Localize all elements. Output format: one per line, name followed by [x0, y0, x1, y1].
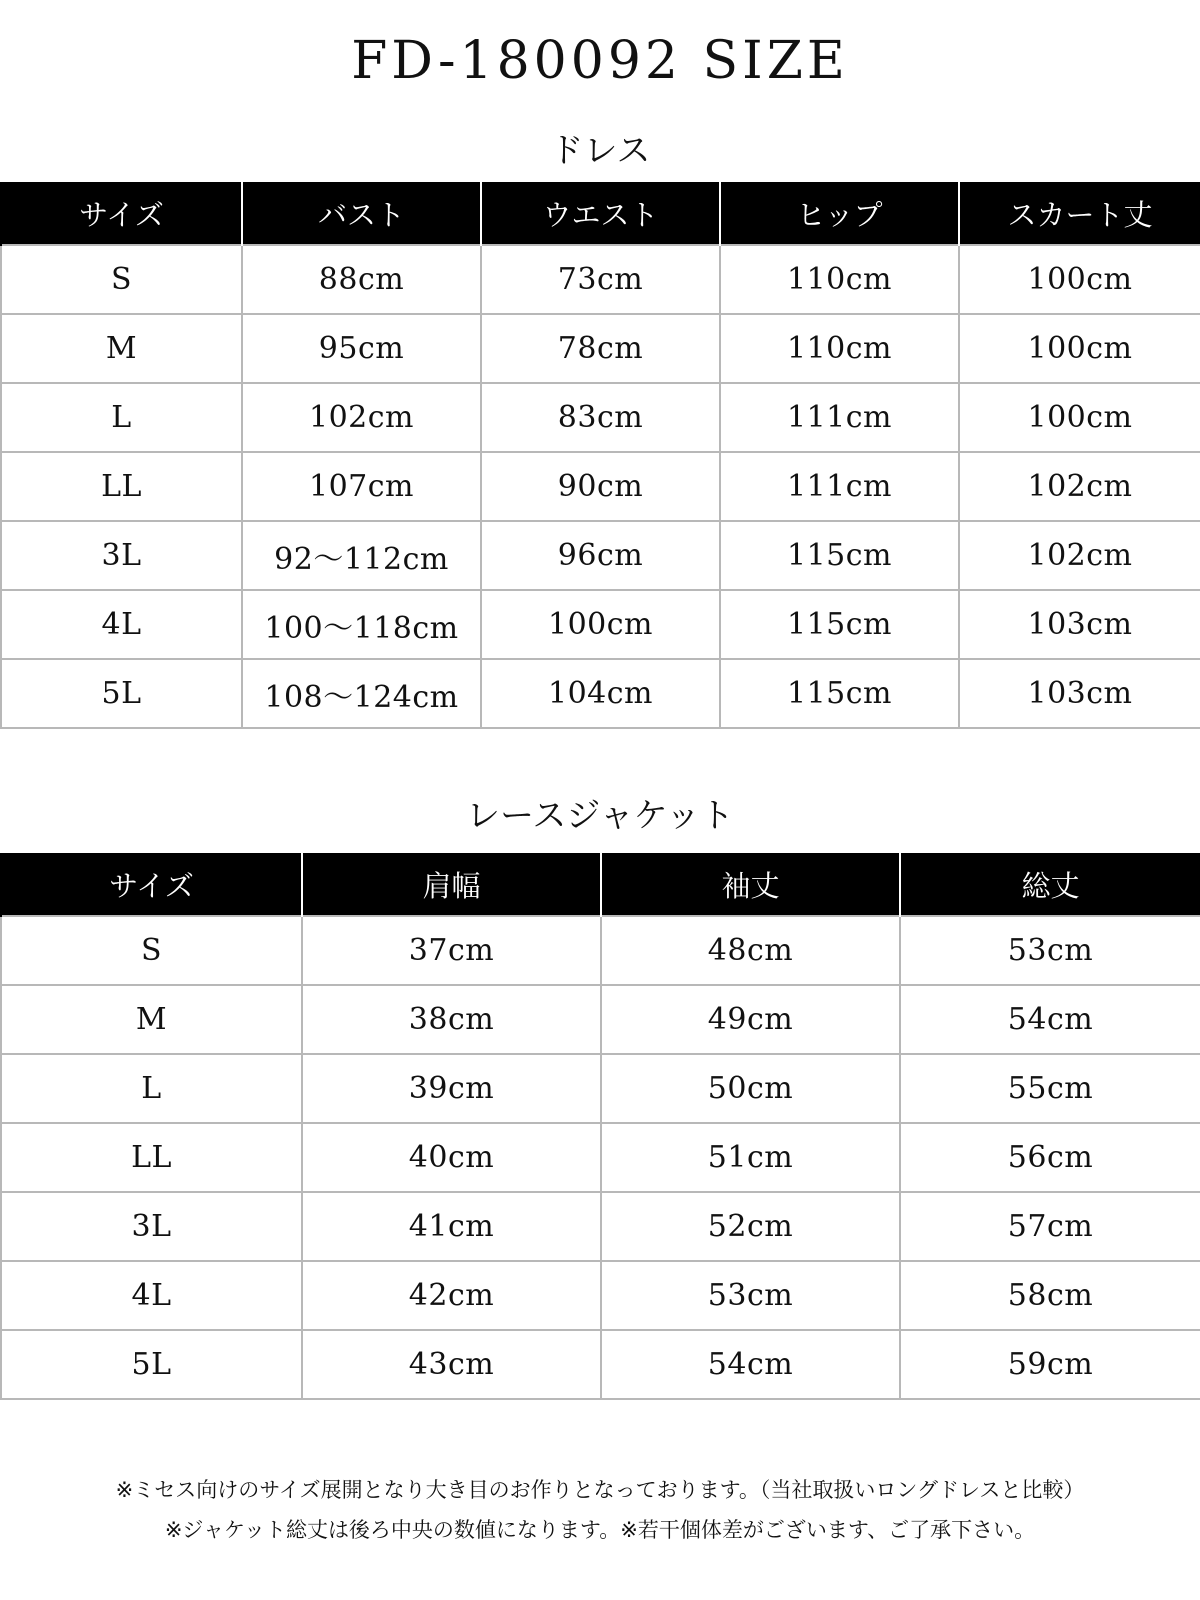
- table-cell: 50cm: [601, 1054, 900, 1123]
- table-header-row: [1, 182, 1200, 245]
- table-cell: 40cm: [302, 1123, 601, 1192]
- notes: [0, 1470, 1200, 1550]
- table-cell: S: [1, 245, 242, 314]
- table-row: [1, 1123, 1200, 1192]
- table-cell: 78cm: [481, 314, 720, 383]
- table-cell: 102cm: [242, 383, 481, 452]
- table-cell: 110cm: [720, 245, 959, 314]
- table-cell: 110cm: [720, 314, 959, 383]
- table-cell: 100cm: [959, 245, 1200, 314]
- table-cell: 58cm: [900, 1261, 1200, 1330]
- table-cell: 100cm: [959, 314, 1200, 383]
- table-cell: L: [1, 383, 242, 452]
- table-cell: 100〜118cm: [242, 590, 481, 659]
- table-cell: 4L: [1, 1261, 302, 1330]
- table-cell: 54cm: [900, 985, 1200, 1054]
- table-cell: 3L: [1, 521, 242, 590]
- table-cell: 37cm: [302, 916, 601, 985]
- table-cell: 100cm: [481, 590, 720, 659]
- table-cell: 111cm: [720, 383, 959, 452]
- table-cell: S: [1, 916, 302, 985]
- page-title: FD-180092 SIZE: [351, 31, 849, 91]
- table-cell: 3L: [1, 1192, 302, 1261]
- table-cell: 90cm: [481, 452, 720, 521]
- table-row: [1, 521, 1200, 590]
- table-row: [1, 452, 1200, 521]
- table-cell: 107cm: [242, 452, 481, 521]
- table-cell: 103cm: [959, 590, 1200, 659]
- table-cell: 5L: [1, 1330, 302, 1399]
- table-row: [1, 659, 1200, 728]
- header-size: サイズ: [1, 182, 242, 245]
- note-line: ※ジャケット総丈は後ろ中央の数値になります。※若干個体差がございます、ご了承下さい。: [164, 1518, 1036, 1542]
- table-cell: 102cm: [959, 452, 1200, 521]
- header-bust: バスト: [242, 182, 481, 245]
- table-cell: 73cm: [481, 245, 720, 314]
- table-row: [1, 1192, 1200, 1261]
- table-cell: 42cm: [302, 1261, 601, 1330]
- table-cell: 95cm: [242, 314, 481, 383]
- table-row: [1, 314, 1200, 383]
- table-cell: LL: [1, 452, 242, 521]
- table-cell: 5L: [1, 659, 242, 728]
- dress-size-table: [0, 182, 1200, 729]
- table-cell: 55cm: [900, 1054, 1200, 1123]
- table-cell: LL: [1, 1123, 302, 1192]
- table-cell: 54cm: [601, 1330, 900, 1399]
- table-cell: 52cm: [601, 1192, 900, 1261]
- table-cell: 53cm: [900, 916, 1200, 985]
- table-cell: 102cm: [959, 521, 1200, 590]
- table-cell: 39cm: [302, 1054, 601, 1123]
- table-cell: 48cm: [601, 916, 900, 985]
- table-cell: 4L: [1, 590, 242, 659]
- table-row: [1, 916, 1200, 985]
- table-cell: 115cm: [720, 521, 959, 590]
- table-row: [1, 590, 1200, 659]
- table-cell: 59cm: [900, 1330, 1200, 1399]
- header-size: サイズ: [1, 853, 302, 916]
- header-sleeve-length: 袖丈: [601, 853, 900, 916]
- table-row: [1, 1054, 1200, 1123]
- jacket-size-table: [0, 853, 1200, 1400]
- table-cell: 41cm: [302, 1192, 601, 1261]
- table-row: [1, 383, 1200, 452]
- table-cell: 53cm: [601, 1261, 900, 1330]
- table-row: [1, 985, 1200, 1054]
- table-cell: 104cm: [481, 659, 720, 728]
- table-cell: 111cm: [720, 452, 959, 521]
- table-cell: 38cm: [302, 985, 601, 1054]
- table-cell: 92〜112cm: [242, 521, 481, 590]
- table-cell: 43cm: [302, 1330, 601, 1399]
- table-cell: 100cm: [959, 383, 1200, 452]
- table-cell: 57cm: [900, 1192, 1200, 1261]
- table-header-row: [1, 853, 1200, 916]
- jacket-section-title: レースジャケット: [466, 796, 734, 836]
- note-line: ※ミセス向けのサイズ展開となり大き目のお作りとなっております。（当社取扱いロングドレスと比較）: [115, 1478, 1085, 1502]
- table-cell: 96cm: [481, 521, 720, 590]
- header-shoulder-width: 肩幅: [302, 853, 601, 916]
- table-cell: 88cm: [242, 245, 481, 314]
- header-hip: ヒップ: [720, 182, 959, 245]
- table-cell: 56cm: [900, 1123, 1200, 1192]
- table-row: [1, 1330, 1200, 1399]
- table-cell: 115cm: [720, 590, 959, 659]
- table-cell: 49cm: [601, 985, 900, 1054]
- table-cell: M: [1, 314, 242, 383]
- table-cell: 103cm: [959, 659, 1200, 728]
- header-total-length: 総丈: [900, 853, 1200, 916]
- table-cell: 115cm: [720, 659, 959, 728]
- header-skirt-length: スカート丈: [959, 182, 1200, 245]
- table-cell: L: [1, 1054, 302, 1123]
- table-row: [1, 245, 1200, 314]
- dress-section-title: ドレス: [549, 131, 651, 171]
- table-cell: M: [1, 985, 302, 1054]
- table-cell: 108〜124cm: [242, 659, 481, 728]
- table-cell: 83cm: [481, 383, 720, 452]
- table-cell: 51cm: [601, 1123, 900, 1192]
- table-row: [1, 1261, 1200, 1330]
- header-waist: ウエスト: [481, 182, 720, 245]
